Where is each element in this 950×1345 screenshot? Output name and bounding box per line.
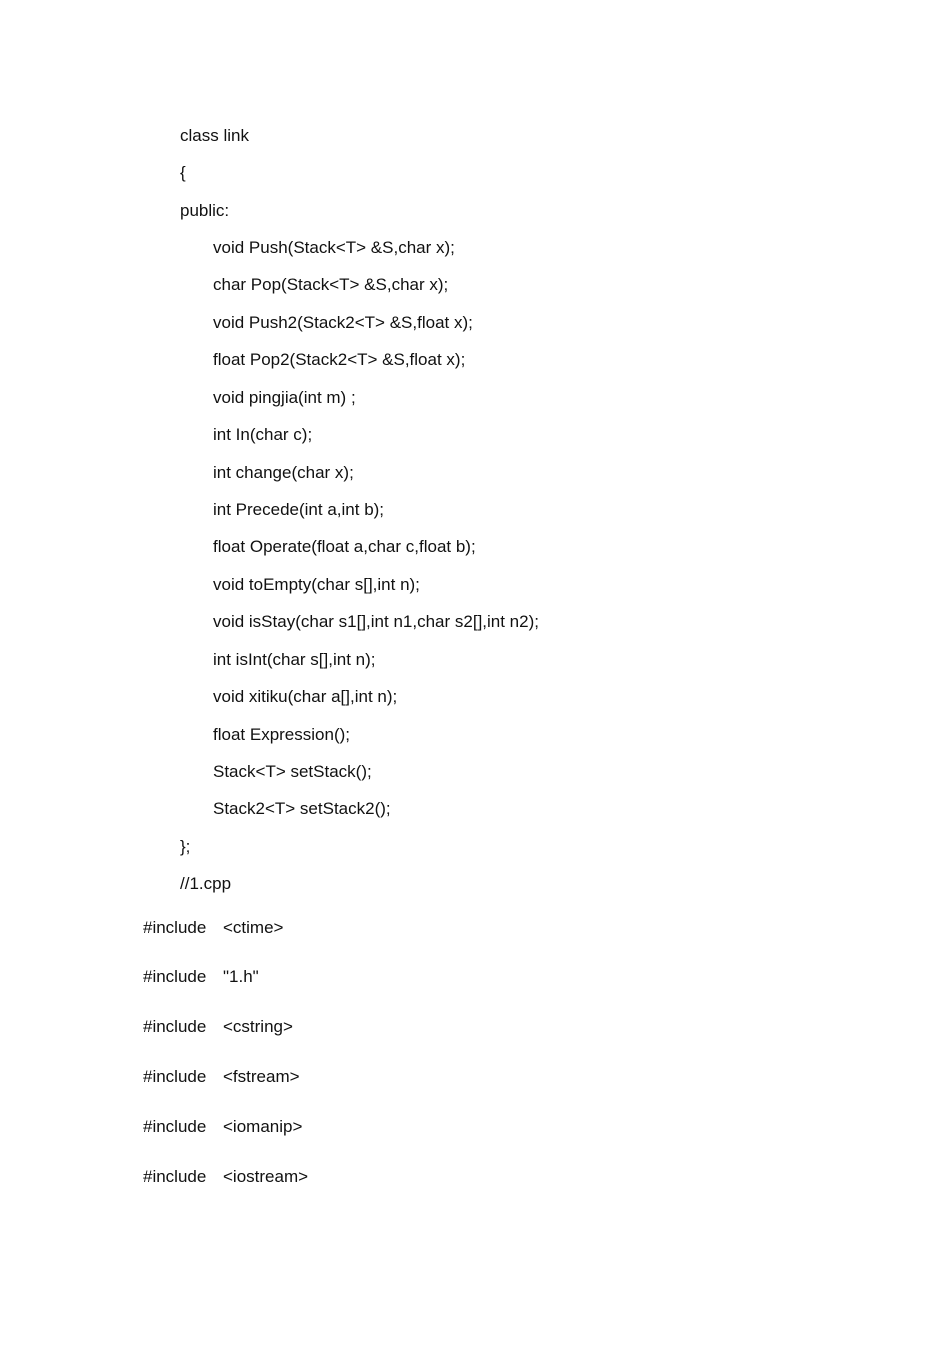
include-target: <iostream> xyxy=(223,1167,309,1186)
include-target: <ctime> xyxy=(223,918,284,937)
member-declaration: Stack<T> setStack(); xyxy=(213,762,372,781)
include-target: <iomanip> xyxy=(223,1117,303,1136)
include-line xyxy=(143,1166,308,1188)
member-declaration: void xitiku(char a[],int n); xyxy=(213,687,398,706)
member-declaration: float Expression(); xyxy=(213,725,350,744)
include-directive: #include xyxy=(143,918,207,937)
close-brace: }; xyxy=(180,837,191,856)
member-declaration: void Push(Stack<T> &S,char x); xyxy=(213,238,455,257)
member-declaration: Stack2<T> setStack2(); xyxy=(213,799,391,818)
include-line xyxy=(143,1016,293,1038)
include-target: <fstream> xyxy=(223,1067,300,1086)
include-directive: #include xyxy=(143,967,207,986)
include-directive: #include xyxy=(143,1067,207,1086)
include-line xyxy=(143,1116,302,1138)
member-declaration: char Pop(Stack<T> &S,char x); xyxy=(213,275,449,294)
class-header: class link xyxy=(180,126,249,145)
include-line xyxy=(143,917,283,939)
access-specifier: public: xyxy=(180,201,230,220)
member-declaration: float Operate(float a,char c,float b); xyxy=(213,537,476,556)
member-declaration: int In(char c); xyxy=(213,425,313,444)
include-target: <cstring> xyxy=(223,1017,293,1036)
include-directive: #include xyxy=(143,1017,207,1036)
member-declaration: int isInt(char s[],int n); xyxy=(213,650,376,669)
member-declaration: void pingjia(int m) ; xyxy=(213,388,356,407)
include-directive: #include xyxy=(143,1167,207,1186)
include-directive: #include xyxy=(143,1117,207,1136)
member-declaration: int Precede(int a,int b); xyxy=(213,500,385,519)
file-comment: //1.cpp xyxy=(180,874,232,893)
include-line xyxy=(143,1066,300,1088)
include-target: "1.h" xyxy=(223,967,259,986)
member-declaration: void isStay(char s1[],int n1,char s2[],int n2); xyxy=(213,612,539,631)
member-declaration: void Push2(Stack2<T> &S,float x); xyxy=(213,313,473,332)
member-declaration: void toEmpty(char s[],int n); xyxy=(213,575,420,594)
member-declaration: int change(char x); xyxy=(213,463,354,482)
include-line xyxy=(143,966,259,988)
open-brace: { xyxy=(180,163,186,182)
member-declaration: float Pop2(Stack2<T> &S,float x); xyxy=(213,350,466,369)
